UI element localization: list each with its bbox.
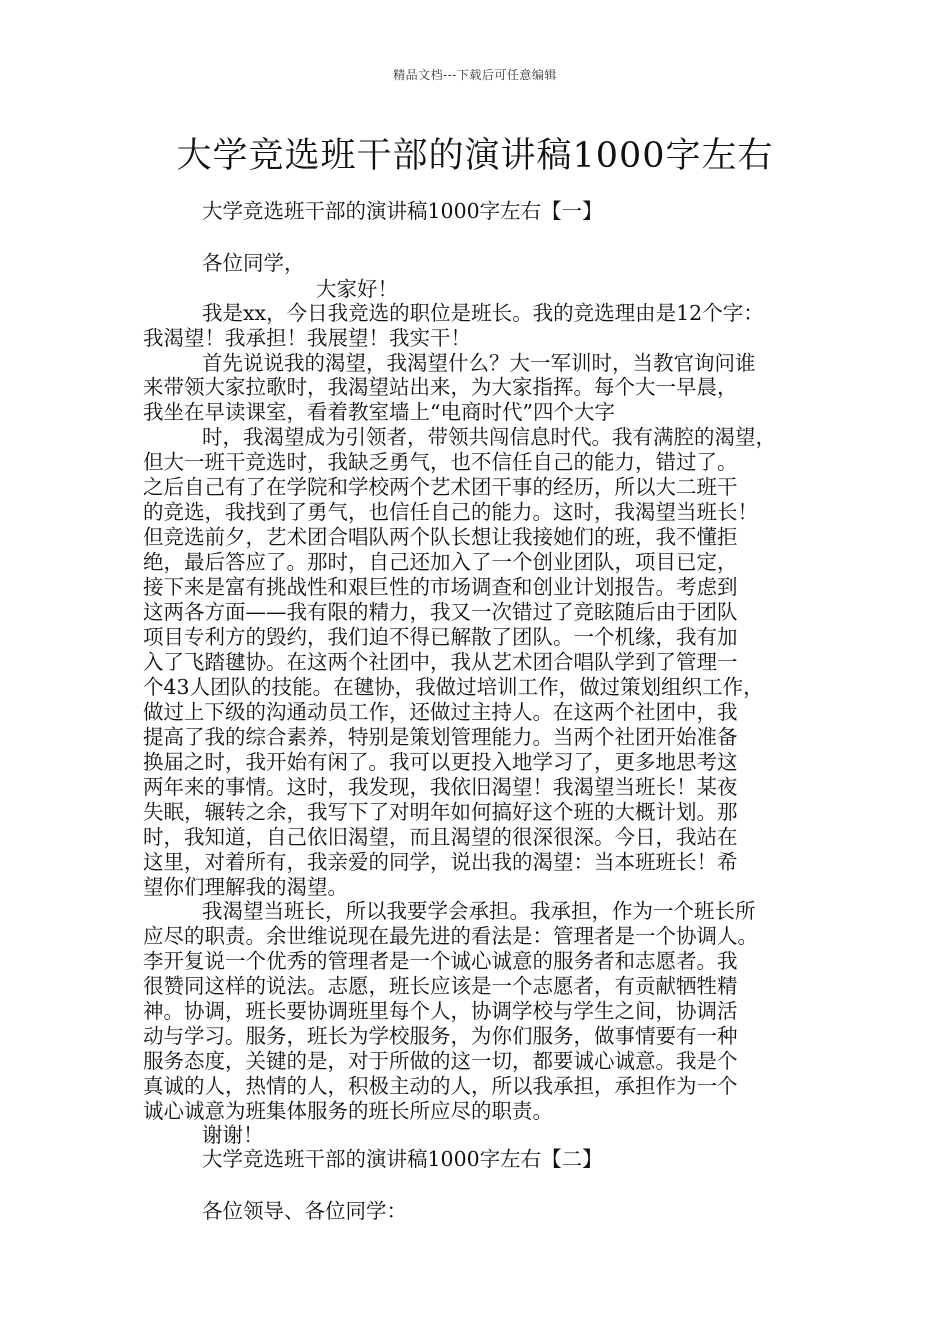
salutation: 各位领导、各位同学： [202,1199,407,1223]
paragraph-line: 这两各方面——我有限的精力，我又一次错过了竞眩随后由于团队 [143,600,738,624]
paragraph-line: 应尽的职责。余世维说现在最先进的看法是：管理者是一个协调人。 [143,924,758,948]
paragraph-line: 时，我知道，自己依旧渴望，而且渴望的很深很深。今日，我站在 [143,825,738,849]
paragraph-line: 我渴望！我承担！我展望！我实干！ [143,326,471,350]
paragraph-line: 项目专利方的毁约，我们迫不得已解散了团队。一个机缘，我有加 [143,625,738,649]
paragraph-line: 来带领大家拉歌时，我渴望站出来，为大家指挥。每个大一早晨， [143,375,738,399]
paragraph-line: 绝，最后答应了。那时，自己还加入了一个创业团队，项目已定， [143,550,738,574]
paragraph-line: 神。协调，班长要协调班里每个人，协调学校与学生之间，协调活 [143,999,738,1023]
paragraph-line: 之后自己有了在学院和学校两个艺术团干事的经历，所以大二班干 [143,475,738,499]
paragraph-line: 我坐在早读课室，看着教室墙上“电商时代”四个大字 [143,400,615,424]
paragraph-line: 提高了我的综合素养，特别是策划管理能力。当两个社团开始准备 [143,725,738,749]
paragraph-line: 失眠，辗转之余，我写下了对明年如何搞好这个班的大概计划。那 [143,800,738,824]
paragraph-line: 但大一班干竞选时，我缺乏勇气，也不信任自己的能力，错过了。 [143,450,738,474]
paragraph-line: 接下来是富有挑战性和艰巨性的市场调查和创业计划报告。考虑到 [143,575,738,599]
closing-thanks: 谢谢！ [202,1123,264,1147]
paragraph-line: 两年来的事情。这时，我发现，我依旧渴望！我渴望当班长！某夜 [143,775,738,799]
paragraph-line: 动与学习。服务，班长为学校服务，为你们服务，做事情要有一种 [143,1024,738,1048]
paragraph-line: 的竞选，我找到了勇气，也信任自己的能力。这时，我渴望当班长！ [143,500,758,524]
header-note: 精品文档---下载后可任意编辑 [393,68,557,82]
paragraph-line: 我渴望当班长，所以我要学会承担。我承担，作为一个班长所 [202,899,756,923]
paragraph-line: 我是xx，今日我竞选的职位是班长。我的竞选理由是12个字： [202,301,764,325]
paragraph-line: 服务态度，关键的是，对于所做的这一切，都要诚心诚意。我是个 [143,1049,738,1073]
paragraph-line: 很赞同这样的说法。志愿，班长应该是一个志愿者，有贡献牺牲精 [143,974,738,998]
paragraph-line: 首先说说我的渴望，我渴望什么？大一军训时，当教官询问谁 [202,351,756,375]
paragraph-line: 这里，对着所有，我亲爱的同学，说出我的渴望：当本班班长！希 [143,850,738,874]
greeting: 大家好！ [316,277,398,301]
paragraph-line: 入了飞踏毽协。在这两个社团中，我从艺术团合唱队学到了管理一 [143,650,738,674]
paragraph-line: 望你们理解我的渴望。 [143,875,348,899]
paragraph-line: 个43人团队的技能。在毽协，我做过培训工作，做过策划组织工作， [143,675,764,699]
paragraph-line: 换届之时，我开始有闲了。我可以更投入地学习了，更多地思考这 [143,750,738,774]
section-heading-2: 大学竞选班干部的演讲稿1000字左右【二】 [202,1147,603,1171]
paragraph-line: 诚心诚意为班集体服务的班长所应尽的职责。 [143,1099,553,1123]
section-heading-1: 大学竞选班干部的演讲稿1000字左右【一】 [202,199,603,223]
paragraph-line: 真诚的人，热情的人，积极主动的人，所以我承担，承担作为一个 [143,1074,738,1098]
paragraph-line: 时，我渴望成为引领者，带领共闯信息时代。我有满腔的渴望， [202,425,776,449]
paragraph-line: 李开复说一个优秀的管理者是一个诚心诚意的服务者和志愿者。我 [143,949,738,973]
paragraph-line: 但竞选前夕，艺术团合唱队两个队长想让我接她们的班，我不懂拒 [143,525,738,549]
document-title: 大学竞选班干部的演讲稿1000字左右 [176,136,774,176]
paragraph-line: 做过上下级的沟通动员工作，还做过主持人。在这两个社团中，我 [143,700,738,724]
salutation: 各位同学， [202,251,305,275]
